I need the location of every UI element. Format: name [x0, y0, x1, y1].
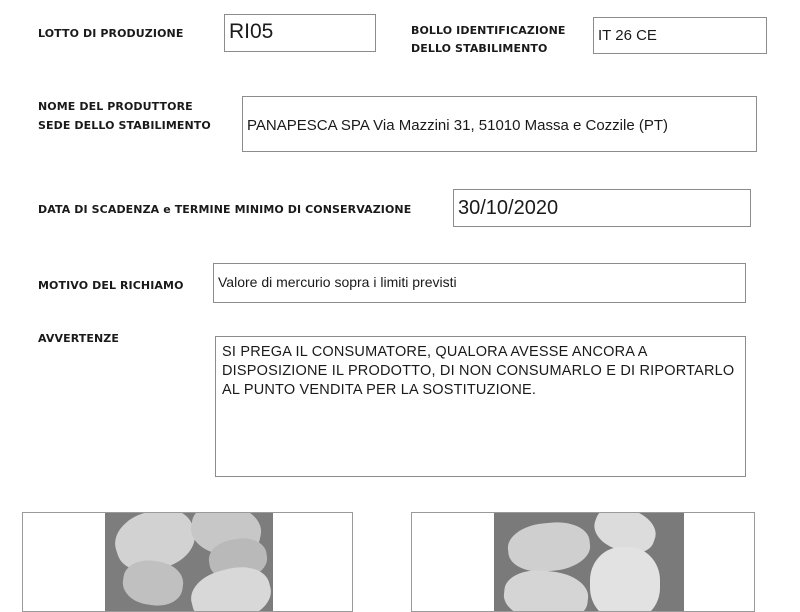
photo-frame-left — [22, 512, 353, 612]
motivo-label: MOTIVO DEL RICHIAMO — [38, 279, 184, 292]
produttore-label-line2: SEDE DELLO STABILIMENTO — [38, 119, 211, 132]
bollo-label-line1: BOLLO IDENTIFICAZIONE — [411, 24, 566, 37]
lotto-value: RI05 — [229, 20, 274, 43]
product-photo-right — [494, 512, 684, 612]
produttore-value: PANAPESCA SPA Via Mazzini 31, 51010 Massa e Cozzile (PT) — [247, 117, 669, 134]
motivo-value: Valore di mercurio sopra i limiti previsti — [218, 274, 457, 290]
scadenza-label: DATA DI SCADENZA e TERMINE MINIMO DI CONSERVAZIONE — [38, 203, 412, 216]
scadenza-field — [453, 189, 751, 227]
product-photo-left — [105, 512, 273, 612]
motivo-field — [213, 263, 746, 303]
fish-steak-shape — [590, 547, 660, 612]
lotto-field — [224, 14, 376, 52]
fish-steak-shape — [506, 519, 593, 575]
bollo-field — [593, 17, 767, 54]
fish-steak-shape — [502, 567, 591, 612]
scadenza-value: 30/10/2020 — [458, 197, 559, 219]
photo-frame-right — [411, 512, 755, 612]
avvertenze-field — [215, 336, 746, 477]
produttore-label-line1: NOME DEL PRODUTTORE — [38, 100, 193, 113]
produttore-field — [242, 96, 757, 152]
avvertenze-label: AVVERTENZE — [38, 332, 119, 345]
bollo-value: IT 26 CE — [598, 27, 657, 44]
avvertenze-value: SI PREGA IL CONSUMATORE, QUALORA AVESSE ANCORA A DISPOSIZIONE IL PRODOTTO, DI NON CONSUMARLO E DI RIPORTARLO AL PUNTO VENDITA PER LA SOSTITUZIONE. — [222, 344, 735, 398]
fish-steak-shape — [120, 557, 186, 609]
lotto-label: LOTTO DI PRODUZIONE — [38, 27, 184, 40]
bollo-label-line2: DELLO STABILIMENTO — [411, 42, 548, 55]
